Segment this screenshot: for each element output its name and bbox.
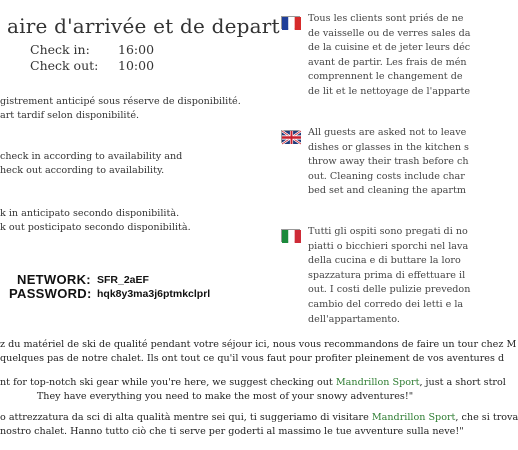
left-note-fr-1: gistrement anticipé sous réserve de disponibilité.	[0, 96, 241, 107]
italian-flag-icon	[281, 229, 300, 242]
left-note-it-1: k in anticipato secondo disponibilità.	[0, 208, 180, 219]
left-note-en-1: check in according to availability and	[0, 151, 183, 162]
reco-it-line-1	[0, 412, 518, 423]
reco-it-text: , che si trova	[455, 412, 518, 423]
notice-fr-line: de lit et le nettoyage de l'apparte	[308, 85, 471, 97]
notice-it-line: out. I costi delle pulizie prevedon	[308, 284, 471, 296]
notice-it-line: Tutti gli ospiti sono pregati di no	[308, 226, 468, 237]
reco-it-text: o attrezzatura da sci di alta qualità mentre sei qui, ti suggeriamo di visitare	[0, 412, 372, 423]
notice-fr-line: avant de partir. Les frais de mén	[308, 56, 467, 68]
notice-it-line: spazzatura prima di effettuare il	[308, 269, 466, 281]
reco-en-text: nt for top-notch ski gear while you're here, we suggest checking out	[0, 377, 336, 388]
notice-fr-line: comprennent le changement de	[308, 71, 463, 83]
notice-en-line: dishes or glasses in the kitchen s	[308, 141, 469, 153]
reco-en-line-2: They have everything you need to make the most of your snowy adventures!"	[36, 391, 414, 402]
checkout-label: Check out:	[30, 58, 99, 73]
checkout-time: 10:00	[118, 58, 155, 73]
network-label: NETWORK:	[17, 272, 91, 287]
left-note-en-2: heck out according to availability.	[0, 165, 165, 176]
reco-en-text: , just a short strol	[419, 377, 506, 388]
notice-en-line: All guests are asked not to leave	[308, 127, 467, 138]
left-note-it-2: k out posticipato secondo disponibilità.	[0, 222, 191, 233]
network-value: SFR_2aEF	[97, 274, 149, 286]
notice-fr-line: de vaisselle ou de verres sales da	[308, 27, 471, 39]
left-note-fr-2: art tardif selon disponibilité.	[0, 110, 140, 121]
notice-it-line: della cucina e di buttare la loro	[308, 255, 461, 267]
password-value: hqk8y3ma3j6ptmkclprl	[97, 288, 211, 300]
reco-fr-line-2: quelques pas de notre chalet. Ils ont tout ce qu'il vous faut pour profiter pleinement de vos aventures d	[0, 353, 505, 364]
uk-flag-icon	[281, 130, 300, 143]
notice-en-line: bed set and cleaning the apartm	[308, 185, 466, 197]
mandrillon-sport-link[interactable]: Mandrillon Sport	[335, 377, 420, 388]
checkin-label: Check in:	[30, 42, 90, 57]
reco-it-line-2: nostro chalet. Hanno tutto ciò che ti serve per goderti al massimo le tue avventure sulla neve!"	[0, 426, 464, 437]
notice-en-line: throw away their trash before ch	[308, 156, 469, 168]
page-title: aire d'arrivée et de depart	[7, 14, 280, 38]
french-flag-icon	[281, 16, 300, 29]
notice-en	[308, 126, 468, 199]
mandrillon-sport-link[interactable]: Mandrillon Sport	[371, 412, 456, 423]
notice-en-line: out. Cleaning costs include char	[308, 170, 465, 182]
reco-en-line-1	[0, 377, 506, 388]
notice-fr-line: de la cuisine et de jeter leurs déc	[308, 42, 471, 54]
notice-fr-line: Tous les clients sont priés de ne	[308, 13, 464, 24]
notice-fr	[308, 12, 471, 100]
reco-fr-line-1: z du matériel de ski de qualité pendant votre séjour ici, nous vous recommandons de faire un tour chez M	[0, 339, 517, 350]
notice-it-line: cambio del corredo dei letti e la	[308, 298, 464, 310]
notice-it-line: piatti o bicchieri sporchi nel lava	[308, 240, 469, 252]
checkin-time: 16:00	[118, 42, 155, 57]
notice-it-line: dell'appartamento.	[308, 313, 400, 325]
password-label: PASSWORD:	[9, 286, 92, 301]
notice-it	[308, 225, 471, 327]
